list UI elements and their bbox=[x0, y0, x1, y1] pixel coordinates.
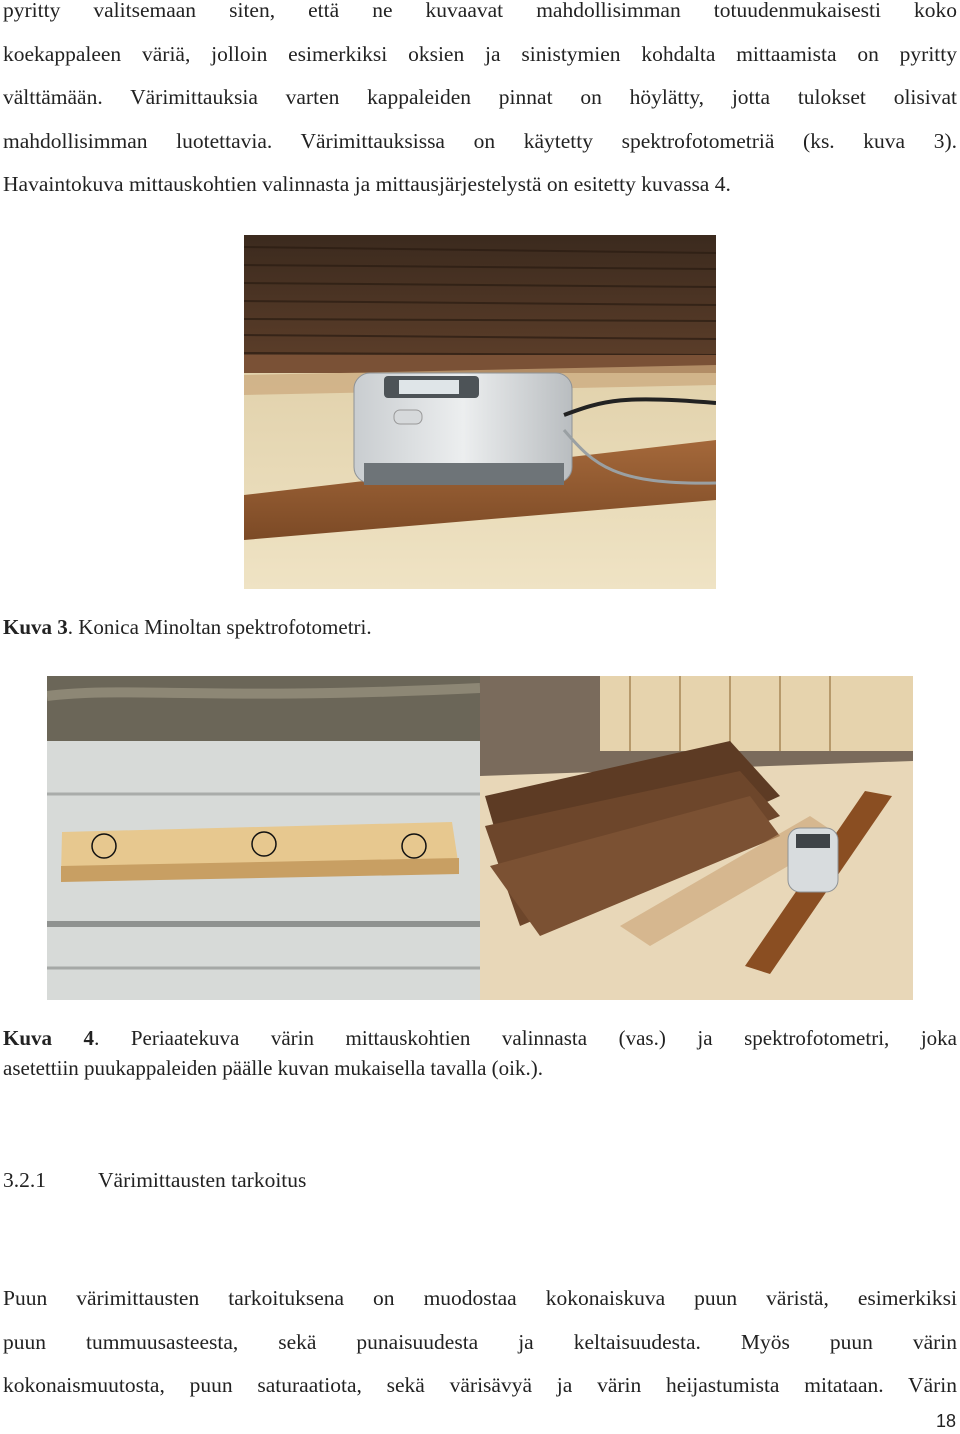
figure4-label: Kuva 4 bbox=[3, 1026, 95, 1050]
figure3-label: Kuva 3 bbox=[3, 615, 68, 639]
board-stack-photo-illustration bbox=[480, 676, 913, 1000]
section-title: Värimittausten tarkoitus bbox=[98, 1168, 307, 1192]
bottom-paragraph bbox=[3, 1277, 957, 1408]
figure4-caption-line1 bbox=[3, 1023, 957, 1053]
paragraph-line: koekappaleen väriä, jolloin esimerkiksi oksien ja sinistymien kohdalta mittaamista on pyritty bbox=[3, 41, 957, 66]
measurement-points-photo-illustration bbox=[47, 676, 480, 1000]
paragraph-line: kokonaismuutosta, puun saturaatiota, sekä värisävyä ja värin heijastumista mitataan. Värin bbox=[3, 1373, 957, 1397]
top-paragraph bbox=[3, 0, 957, 207]
section-heading bbox=[3, 1168, 306, 1193]
paragraph-line: Puun värimittausten tarkoituksena on muodostaa kokonaiskuva puun väristä, esimerkiksi bbox=[3, 1286, 957, 1310]
page-number: 18 bbox=[935, 1411, 956, 1431]
figure4-left-photo bbox=[47, 676, 480, 1000]
figure4-caption-text: . Periaatekuva värin mittauskohtien valinnasta (vas.) ja spektrofotometri, joka bbox=[94, 1026, 957, 1050]
paragraph-line: pyritty valitsemaan siten, että ne kuvaavat mahdollisimman totuudenmukaisesti koko bbox=[3, 0, 957, 22]
spectrophotometer-photo-illustration bbox=[244, 235, 716, 589]
figure3-photo bbox=[244, 235, 716, 589]
paragraph-line: välttämään. Värimittauksia varten kappaleiden pinnat on höylätty, jotta tulokset olisivat bbox=[3, 85, 957, 109]
figure4-caption-line2: asetettiin puukappaleiden päälle kuvan mukaisella tavalla (oik.). bbox=[3, 1056, 543, 1080]
figure4-right-photo bbox=[480, 676, 913, 1000]
figure4-caption bbox=[3, 1023, 957, 1083]
figure3-caption-text: . Konica Minoltan spektrofotometri. bbox=[67, 615, 372, 639]
section-number: 3.2.1 bbox=[3, 1168, 46, 1192]
paragraph-line: Havaintokuva mittauskohtien valinnasta ja mittausjärjestelystä on esitetty kuvassa 4. bbox=[3, 172, 731, 196]
paragraph-line: mahdollisimman luotettavia. Värimittauksissa on käytetty spektrofotometriä (ks. kuva 3). bbox=[3, 128, 957, 153]
figure3-caption bbox=[3, 612, 372, 642]
paragraph-line: puun tummuusasteesta, sekä punaisuudesta ja keltaisuudesta. Myös puun värin bbox=[3, 1329, 957, 1354]
